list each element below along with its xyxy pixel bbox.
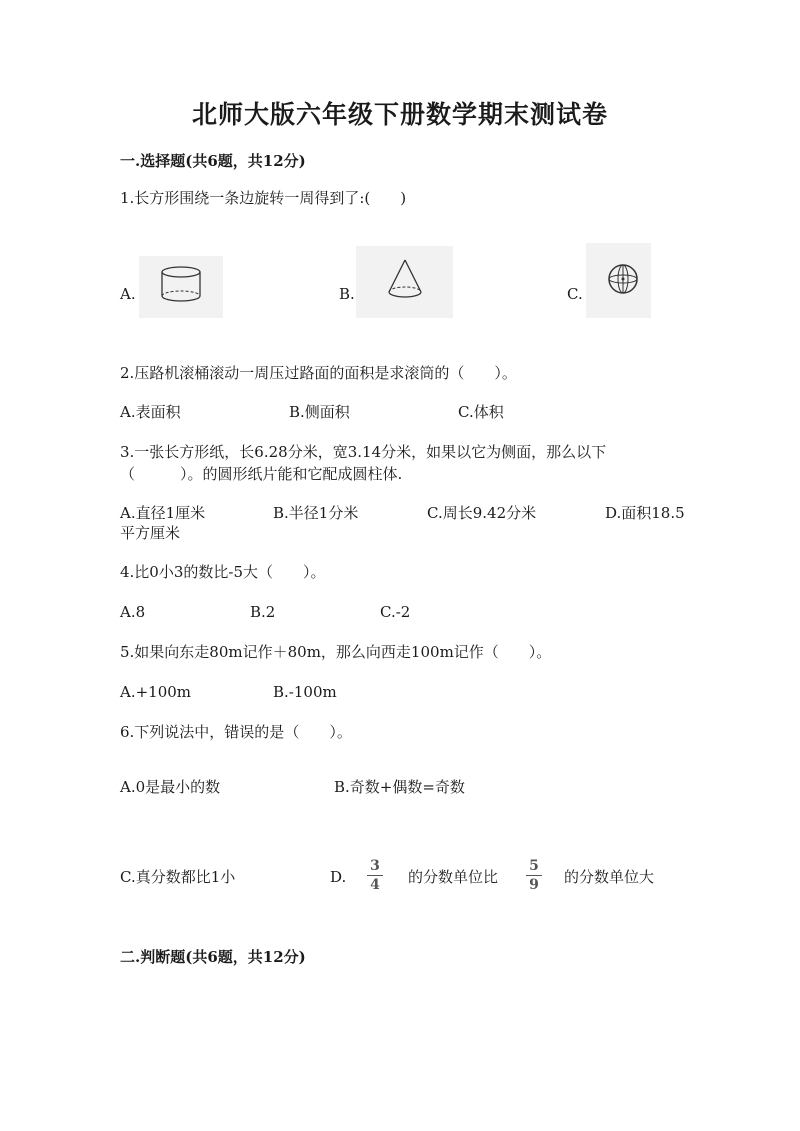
question-2-text: 2.压路机滚桶滚动一周压过路面的面积是求滚筒的（ ）。 (120, 364, 517, 382)
cylinder-icon (139, 256, 223, 318)
q4-option-b[interactable]: B.2 (250, 603, 276, 621)
q5-option-b[interactable]: B.-100m (273, 683, 337, 701)
fraction-1-denominator: 4 (370, 877, 380, 893)
q2-option-b[interactable]: B.侧面积 (289, 403, 350, 421)
question-4-text: 4.比0小3的数比-5大（ ）。 (120, 563, 326, 581)
section-heading-choice: 一.选择题(共6题，共12分) (120, 152, 306, 170)
q6-option-d-prefix[interactable]: D. (330, 868, 347, 886)
question-3-line-2: （ ）。的圆形纸片能和它配成圆柱体. (120, 465, 403, 483)
q3-option-b[interactable]: B.半径1分米 (273, 504, 359, 522)
question-6-text: 6.下列说法中，错误的是（ ）。 (120, 723, 352, 741)
q2-option-c[interactable]: C.体积 (458, 403, 504, 421)
q2-option-a[interactable]: A.表面积 (120, 403, 181, 421)
page-title: 北师大版六年级下册数学期末测试卷 (191, 100, 608, 129)
question-3-line-1: 3.一张长方形纸，长6.28分米，宽3.14分米，如果以它为侧面，那么以下 (120, 443, 607, 461)
fraction-five-ninths (524, 858, 544, 893)
fraction-1-numerator: 3 (370, 858, 380, 874)
fraction-2-denominator: 9 (529, 877, 539, 893)
q1-option-b-label[interactable]: B. (339, 285, 355, 303)
fraction-three-fourths (365, 858, 385, 893)
q6-option-d-middle: 的分数单位比 (408, 868, 499, 886)
cone-icon (356, 246, 453, 318)
q3-option-d[interactable]: D.面积18.5 (605, 504, 685, 522)
q6-option-d-suffix: 的分数单位大 (564, 868, 655, 886)
q3-option-d-continued: 平方厘米 (120, 524, 181, 542)
q4-option-c[interactable]: C.-2 (380, 603, 411, 621)
fraction-2-numerator: 5 (529, 858, 539, 874)
q6-option-b[interactable]: B.奇数+偶数=奇数 (334, 778, 465, 796)
q6-option-a[interactable]: A.0是最小的数 (120, 778, 221, 796)
q3-option-a[interactable]: A.直径1厘米 (120, 504, 206, 522)
q4-option-a[interactable]: A.8 (120, 603, 146, 621)
question-5-text: 5.如果向东走80m记作＋80m，那么向西走100m记作（ ）。 (120, 643, 552, 661)
sphere-icon (586, 243, 651, 318)
q1-option-a-label[interactable]: A. (120, 285, 136, 303)
section-heading-true-false: 二.判断题(共6题，共12分) (120, 948, 306, 966)
q5-option-a[interactable]: A.+100m (120, 683, 192, 701)
question-1-text: 1.长方形围绕一条边旋转一周得到了:( ) (120, 189, 407, 207)
q3-option-c[interactable]: C.周长9.42分米 (427, 504, 537, 522)
q6-option-c[interactable]: C.真分数都比1小 (120, 868, 236, 886)
q1-option-c-label[interactable]: C. (567, 285, 583, 303)
